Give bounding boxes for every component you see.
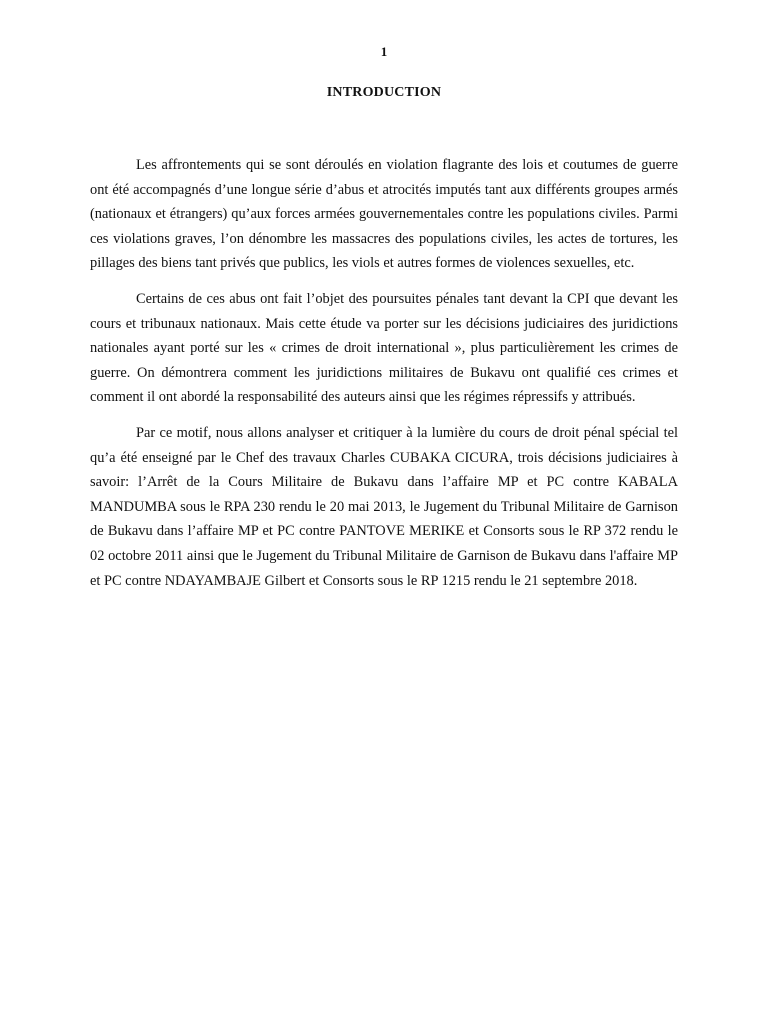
document-title: INTRODUCTION: [326, 85, 442, 100]
paragraph-3: Par ce motif, nous allons analyser et critiquer à la lumière du cours de droit pénal spécial tel qu’a été enseigné par le Chef des travaux Charles CUBAKA CICURA, trois décisions judiciaires à savoir: l’Arrêt de la Cours Militaire de Bukavu dans l’affaire MP et PC contre KABALA MANDUMBA sous le RPA 230 rendu le 20 mai 2013, le Jugement du Tribunal Militaire de Garnison de Bukavu dans l’affaire MP et PC contre PANTOVE MERIKE et Consorts sous le RP 372 rendu le 02 octobre 2011 ainsi que le Jugement du Tribunal Militaire de Garnison de Bukavu dans l'affaire MP et PC contre NDAYAMBAJE Gilbert et Consorts sous le RP 1215 rendu le 21 septembre 2018.: [90, 424, 678, 589]
paragraph-1: Les affrontements qui se sont déroulés en violation flagrante des lois et coutumes de guerre ont été accompagnés d’une longue série d’abus et atrocités imputés tant aux différents groupes armés (nationaux et étrangers) qu’aux forces armées gouvernementales contre les populations civiles. Parmi ces violations graves, l’on dénombre les massacres des populations civiles, les actes de tortures, les pillages des biens tant privés que publics, les viols et autres formes de violences sexuelles, etc.: [90, 157, 678, 272]
document-body: [90, 153, 678, 604]
paragraph-2: Certains de ces abus ont fait l’objet des poursuites pénales tant devant la CPI que devant les cours et tribunaux nationaux. Mais cette étude va porter sur les décisions judiciaires des juridictions nationales ayant porté sur les « crimes de droit international », plus particulièrement les crimes de guerre. On démontrera comment les juridictions militaires de Bukavu ont qualifié ces crimes et comment il ont abordé la responsabilité des auteurs ainsi que les régimes répressifs y attribués.: [90, 290, 678, 406]
page-number: 1: [380, 44, 388, 59]
